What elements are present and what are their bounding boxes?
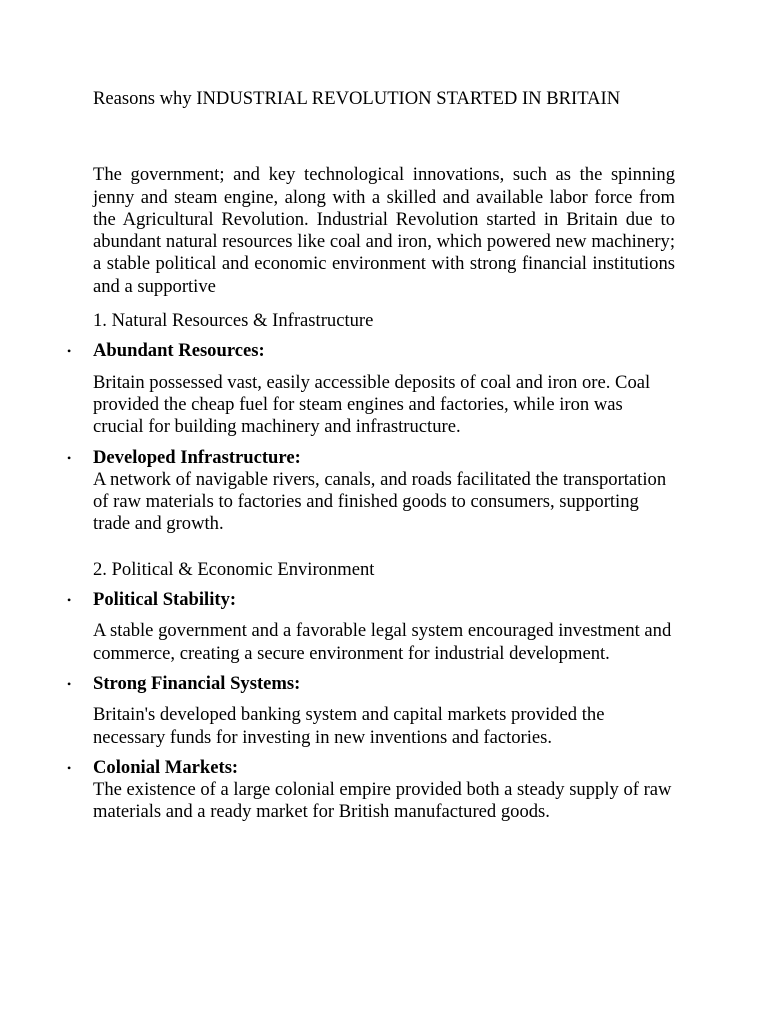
bullet-icon: • [67, 344, 72, 359]
bullet-icon: • [67, 593, 72, 608]
list-item-colonial-markets [67, 756, 675, 824]
item-heading: Colonial Markets: [93, 756, 239, 778]
item-body: A network of navigable rivers, canals, and roads facilitated the transportation of raw materials to factories and finished goods to consumers, supporting trade and growth. [93, 468, 667, 535]
bullet-icon: • [67, 760, 72, 775]
item-heading: Political Stability: [93, 589, 237, 611]
item-body: A stable government and a favorable legal system encouraged investment and commerce, creating a secure environment for industrial development. [93, 620, 672, 664]
section-heading-natural-resources: 1. Natural Resources & Infrastructure [93, 310, 374, 332]
section-heading-political-economic: 2. Political & Economic Environment [93, 558, 375, 580]
list-item-strong-financial-systems [67, 672, 675, 749]
list-item-developed-infrastructure [67, 446, 675, 536]
item-body: Britain possessed vast, easily accessible deposits of coal and iron ore. Coal provided the cheap fuel for steam engines and factories, while iron was crucial for building machinery and infrastructure. [93, 371, 651, 438]
bullet-icon: • [67, 450, 72, 465]
list-item-abundant-resources [67, 340, 675, 438]
item-body: The existence of a large colonial empire provided both a steady supply of raw materials and a ready market for British manufactured goods. [93, 779, 672, 823]
item-heading: Strong Financial Systems: [93, 672, 301, 694]
item-heading: Developed Infrastructure: [93, 446, 301, 468]
document-page [67, 88, 675, 824]
bullet-icon: • [67, 676, 72, 691]
item-body: Britain's developed banking system and capital markets provided the necessary funds for investing in new inventions and factories. [93, 704, 605, 748]
intro-paragraph: The government; and key technological innovations, such as the spinning jenny and steam engine, along with a skilled and available labor force from the Agricultural Revolution. Industrial Revolution started in Britain due to abundant natural resources like coal and iron, which powered new machinery; a stable political and economic environment with strong financial institutions and a supportive [93, 164, 675, 297]
document-title: Reasons why INDUSTRIAL REVOLUTION STARTED IN BRITAIN [93, 88, 621, 109]
item-heading: Abundant Resources: [93, 340, 265, 362]
list-item-political-stability [67, 589, 675, 665]
